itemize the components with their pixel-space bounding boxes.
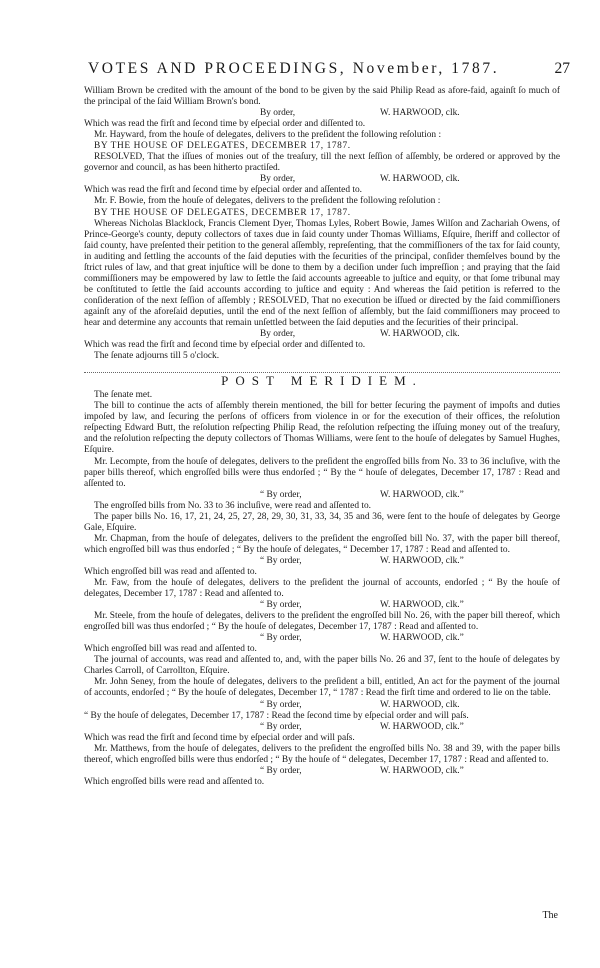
paragraph: Mr. Faw, from the houſe of delegates, delivers to the preſident the journal of accounts, endorſed ; “ By the houſe of delegates, December 17, 1787 : Read and aſſented to. [84, 578, 560, 600]
signature-line [84, 633, 560, 644]
by-order-label: “ By order, [260, 765, 302, 776]
paragraph: Mr. Steele, from the houſe of delegates, delivers to the preſident the engroſſed bill No. 26, with the paper bill thereof, which engroſſed bill was thus endorſed ; “ By the houſe of delegates, December 17, 1787 : Read and aſſented to. [84, 611, 560, 633]
paragraph: Mr. Matthews, from the houſe of delegates, delivers to the preſident the engroſſed bills No. 38 and 39, with the paper bills thereof, which engroſſed bills were thus endorſed ; “ By the houſe of “ delegates, December 17, 1787 : Read and aſſented to. [84, 743, 560, 765]
paragraph: The paper bills No. 16, 17, 21, 24, 25, 27, 28, 29, 30, 31, 33, 34, 35 and 36, were ſent to the houſe of delegates by George Gale, Eſquire. [84, 511, 560, 533]
signature-line [84, 722, 560, 733]
afternoon-session [84, 390, 560, 788]
clerk-signature: W. HARWOOD, clk.” [380, 721, 464, 732]
paragraph: Mr. Hayward, from the houſe of delegates, delivers to the preſident the following reſolution : [94, 130, 442, 141]
clerk-signature: W. HARWOOD, clk.” [380, 600, 464, 611]
paragraph: Mr. F. Bowie, from the houſe of delegates, delivers to the preſident the following reſolution : [94, 196, 441, 207]
clerk-signature: W. HARWOOD, clk.” [380, 633, 464, 644]
clerk-signature: W. HARWOOD, clk.” [380, 489, 464, 500]
resolution-heading: BY THE HOUSE OF DELEGATES, DECEMBER 17, 1787. [94, 207, 351, 218]
by-order-label: By order, [260, 108, 296, 119]
paragraph: Which engroſſed bills were read and aſſented to. [84, 776, 265, 787]
page-header [88, 60, 570, 86]
signature-line [84, 556, 560, 567]
paragraph: Mr. Lecompte, from the houſe of delegates, delivers to the preſident the engroſſed bills from No. 33 to 36 incluſive, with the paper bills thereof, which engroſſed bills were thus endorſed ; “ By the “ houſe of delegates, December 17, 1787 : Read and aſſented to. [84, 456, 560, 489]
paragraph: Which engroſſed bill was read and aſſented to. [84, 644, 257, 655]
signature-line [84, 174, 560, 185]
resolution-heading: BY THE HOUSE OF DELEGATES, DECEMBER 17, 1787. [94, 141, 351, 152]
running-title: VOTES AND PROCEEDINGS, November, 1787. [88, 60, 500, 77]
document-body [84, 86, 560, 788]
by-order-label: “ By order, [260, 699, 302, 710]
paragraph: “ By the houſe of delegates, December 17, 1787 : Read the ſecond time by eſpecial order and will paſs. [84, 710, 469, 721]
signature-line [84, 600, 560, 611]
clerk-signature: W. HARWOOD, clk. [380, 108, 460, 119]
paragraph: Which was read the firſt and ſecond time by eſpecial order and diſſented to. [84, 119, 366, 130]
paragraph: Whereas Nicholas Blacklock, Francis Clement Dyer, Thomas Lyles, Robert Bowie, James Wilſon and Zachariah Owens, of Prince-George's county, deputy collectors of taxes due in ſaid county under Thomas Williams, Eſquire, ſheriff and collector of ſaid county, have preſented their petition to the general aſſembly, repreſenting, that the commiſſioners of the tax for ſaid county, in auditing and ſettling the accounts of the ſaid deputies with the ſecurities of the principal, conſider themſelves bound by the ſtrict rules of law, and that great injuſtice will be done to them by a deciſion under ſuch impreſſion ; and praying that the ſaid commiſſioners may be empowered by law to ſettle the ſaid accounts agreeable to juſtice and equity, or that ſome tribunal may be conſtituted to ſettle the ſaid accounts according to juſtice and equity : And whereas the ſaid petition is referred to the conſideration of the next ſeſſion of aſſembly ; RESOLVED, That no execution be iſſued or directed by the ſaid commiſſioners againſt any of the aforeſaid deputies, until the end of the next ſeſſion of aſſembly, but the ſaid commiſſioners may proceed to hear and determine any accounts that remain unſettled between the ſaid deputies and the ſecurities of their principal. [84, 218, 560, 328]
paragraph: Mr. Chapman, from the houſe of delegates, delivers to the preſident the engroſſed bill No. 37, with the paper bill thereof, which engroſſed bill was thus endorſed ; “ By the houſe of delegates, “ December 17, 1787 : Read and aſſented to. [84, 533, 560, 555]
clerk-signature: W. HARWOOD, clk. [380, 699, 460, 710]
paragraph: The bill to continue the acts of aſſembly therein mentioned, the bill for better ſecuring the payment of impoſts and duties impoſed by law, and ſecuring the perſons of officers from violence in or for the execution of their offices, the reſolution reſpecting Edward Butt, the reſolution reſpecting Philip Read, the reſolution reſpecting the iſſuing money out of the treaſury, and the reſolution reſpecting the deputy collectors of Thomas Williams, were ſent to the houſe of delegates by Samuel Hughes, Eſquire. [84, 401, 560, 456]
by-order-label: “ By order, [260, 633, 302, 644]
signature-line [84, 700, 560, 711]
paragraph: Which engroſſed bill was read and aſſented to. [84, 566, 257, 577]
paragraph: Which was read the firſt and ſecond time by eſpecial order and diſſented to. [84, 340, 366, 351]
by-order-label: By order, [260, 174, 296, 185]
by-order-label: “ By order, [260, 721, 302, 732]
by-order-label: By order, [260, 329, 296, 340]
signature-line [84, 108, 560, 119]
paragraph: The ſenate met. [94, 390, 153, 401]
paragraph: The engroſſed bills from No. 33 to 36 incluſive, were read and aſſented to. [94, 500, 372, 511]
signature-line [84, 329, 560, 340]
signature-line [84, 766, 560, 777]
paragraph: Which was read the firſt and ſecond time by eſpecial order and aſſented to. [84, 185, 363, 196]
morning-session [84, 86, 560, 362]
paragraph: The journal of accounts, was read and aſſented to, and, with the paper bills No. 26 and 37, ſent to the houſe of delegates by Charles Carroll, of Carrollton, Eſquire. [84, 655, 560, 677]
paragraph: William Brown be credited with the amount of the bond to be given by the said Philip Read as afore-faid, againſt ſo much of the principal of the ſaid William Brown's bond. [84, 86, 560, 108]
clerk-signature: W. HARWOOD, clk. [380, 174, 460, 185]
paragraph: Mr. John Seney, from the houſe of delegates, delivers to the preſident a bill, entitled, An act for the payment of the journal of accounts, endorſed ; “ By the houſe of delegates, December 17, “ 1787 : Read the firſt time and ordered to lie on the table. [84, 677, 560, 699]
paragraph: Which was read the firſt and ſecond time by eſpecial order and will paſs. [84, 732, 355, 743]
clerk-signature: W. HARWOOD, clk. [380, 329, 460, 340]
clerk-signature: W. HARWOOD, clk.” [380, 555, 464, 566]
paragraph: RESOLVED, That the iſſues of monies out of the treaſury, till the next ſeſſion of aſſembly, be ordered or approved by the governor and council, as has been hitherto practiſed. [84, 152, 560, 174]
catchword: The [542, 910, 558, 921]
section-title-post-meridiem: POST MERIDIEM. [84, 372, 560, 386]
signature-line [84, 490, 560, 501]
by-order-label: “ By order, [260, 600, 302, 611]
page-number: 27 [554, 60, 570, 77]
by-order-label: “ By order, [260, 555, 302, 566]
clerk-signature: W. HARWOOD, clk.” [380, 765, 464, 776]
adjournment-line: The ſenate adjourns till 5 o'clock. [94, 351, 220, 362]
by-order-label: “ By order, [260, 489, 302, 500]
